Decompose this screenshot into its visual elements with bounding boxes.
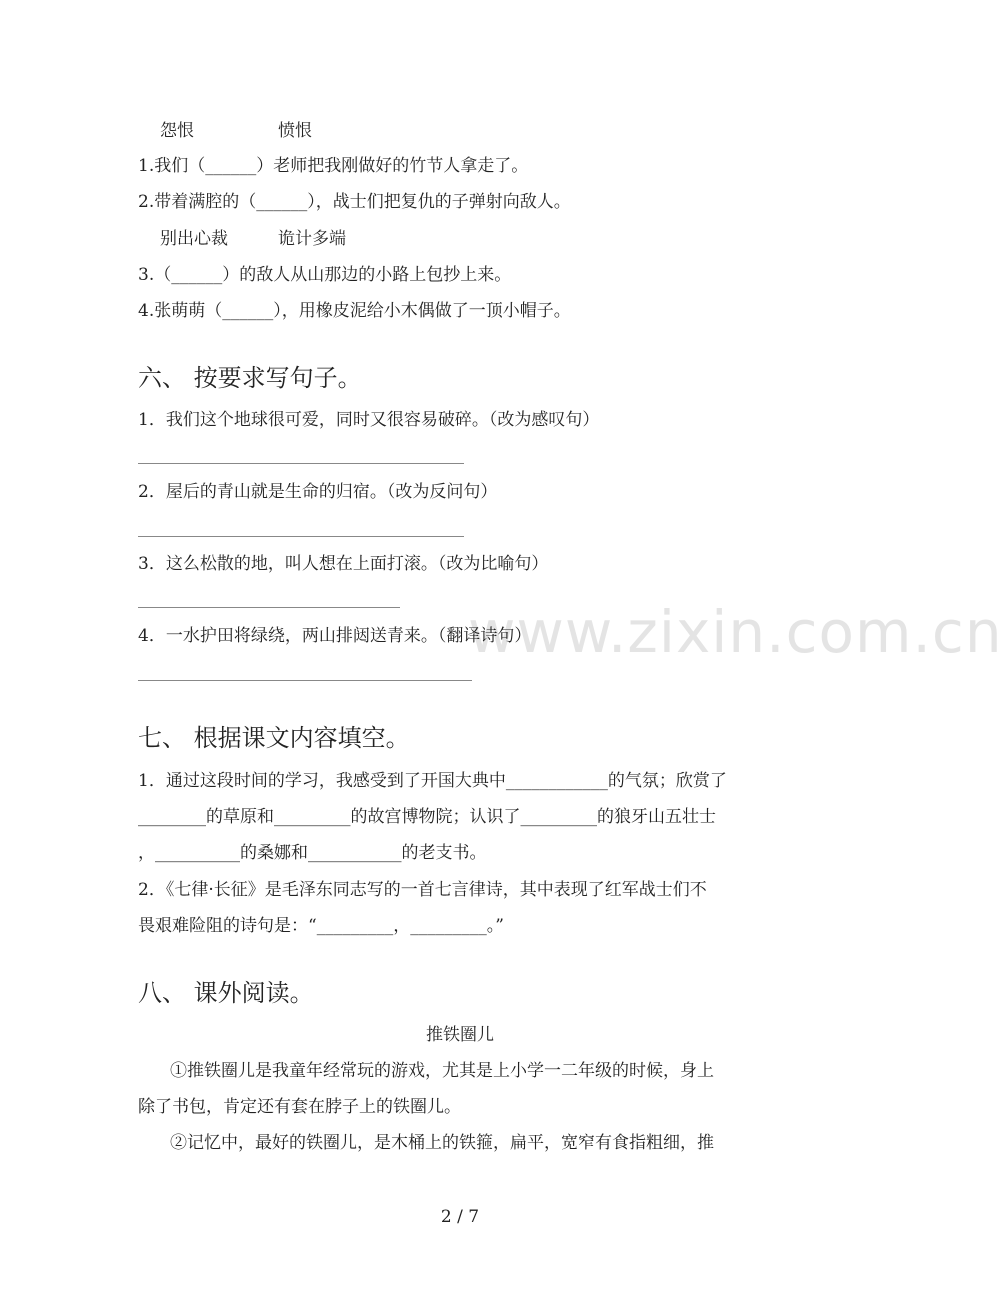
paragraph-line: ①推铁圈儿是我童年经常玩的游戏，尤其是上小学一二年级的时候，身上 bbox=[170, 1061, 714, 1081]
fill-blank-line: ，__________的桑娜和___________的老支书。 bbox=[138, 843, 487, 863]
section-heading-7: 七、 根据课文内容填空。 bbox=[138, 724, 410, 752]
sentence-task: 2．屋后的青山就是生命的归宿。（改为反问句） bbox=[138, 482, 498, 502]
answer-line[interactable] bbox=[138, 607, 400, 608]
word-option-4: 诡计多端 bbox=[278, 229, 346, 249]
fill-blank-line: 2．《七律·长征》是毛泽东同志写的一首七言律诗，其中表现了红军战士们不 bbox=[138, 880, 707, 900]
word-option-2: 愤恨 bbox=[278, 121, 312, 141]
fill-blank-line: 畏艰难险阻的诗句是：“_________，_________。” bbox=[138, 916, 504, 936]
answer-line[interactable] bbox=[138, 680, 472, 681]
answer-line[interactable] bbox=[138, 463, 464, 464]
question-line: 3.（______）的敌人从山那边的小路上包抄上来。 bbox=[138, 265, 512, 285]
fill-blank-line: 1．通过这段时间的学习，我感受到了开国大典中____________的气氛；欣赏了 bbox=[138, 771, 727, 791]
reading-title: 推铁圈儿 bbox=[426, 1025, 494, 1045]
question-line: 2.带着满腔的（______），战士们把复仇的子弹射向敌人。 bbox=[138, 192, 571, 212]
watermark: www.zixin.com.cn bbox=[468, 598, 1003, 666]
sentence-task: 1．我们这个地球很可爱，同时又很容易破碎。（改为感叹句） bbox=[138, 410, 600, 430]
question-line: 1.我们（______）老师把我刚做好的竹节人拿走了。 bbox=[138, 156, 529, 176]
section-heading-8: 八、 课外阅读。 bbox=[138, 979, 314, 1007]
word-option-1: 怨恨 bbox=[160, 121, 194, 141]
answer-line[interactable] bbox=[138, 536, 464, 537]
word-option-3: 别出心裁 bbox=[160, 229, 228, 249]
paragraph-line: ②记忆中，最好的铁圈儿，是木桶上的铁箍，扁平，宽窄有食指粗细，推 bbox=[170, 1133, 714, 1153]
fill-blank-line: ________的草原和_________的故宫博物院；认识了_________的狼牙山五壮士 bbox=[138, 807, 716, 827]
question-line: 4.张萌萌（______），用橡皮泥给小木偶做了一顶小帽子。 bbox=[138, 301, 571, 321]
paragraph-line: 除了书包，肯定还有套在脖子上的铁圈儿。 bbox=[138, 1097, 461, 1117]
sentence-task: 4．一水护田将绿绕，两山排闼送青来。（翻译诗句） bbox=[138, 626, 532, 646]
section-heading-6: 六、 按要求写句子。 bbox=[138, 364, 362, 392]
page-number: 2 / 7 bbox=[440, 1207, 480, 1227]
sentence-task: 3．这么松散的地，叫人想在上面打滚。（改为比喻句） bbox=[138, 554, 549, 574]
